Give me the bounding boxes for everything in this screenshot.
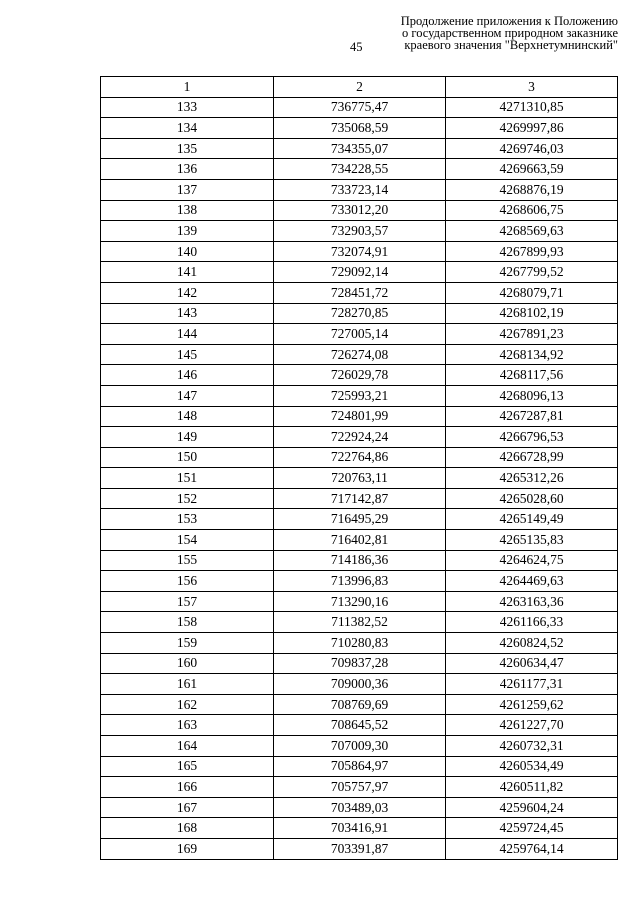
x-coordinate-cell: 705864,97 <box>274 756 446 777</box>
point-number-cell: 166 <box>101 777 274 798</box>
point-number-cell: 150 <box>101 447 274 468</box>
y-coordinate-cell: 4263163,36 <box>446 591 618 612</box>
y-coordinate-cell: 4269746,03 <box>446 138 618 159</box>
y-coordinate-cell: 4267287,81 <box>446 406 618 427</box>
table-row <box>101 221 618 242</box>
x-coordinate-cell: 736775,47 <box>274 97 446 118</box>
table-row <box>101 550 618 571</box>
x-coordinate-cell: 722764,86 <box>274 447 446 468</box>
point-number-cell: 152 <box>101 488 274 509</box>
y-coordinate-cell: 4266796,53 <box>446 427 618 448</box>
y-coordinate-cell: 4260534,49 <box>446 756 618 777</box>
x-coordinate-cell: 709837,28 <box>274 653 446 674</box>
x-coordinate-cell: 732903,57 <box>274 221 446 242</box>
table-row <box>101 97 618 118</box>
y-coordinate-cell: 4260634,47 <box>446 653 618 674</box>
point-number-cell: 148 <box>101 406 274 427</box>
table-row <box>101 818 618 839</box>
table-row <box>101 838 618 859</box>
table-row <box>101 468 618 489</box>
table-row <box>101 303 618 324</box>
y-coordinate-cell: 4261259,62 <box>446 694 618 715</box>
y-coordinate-cell: 4268102,19 <box>446 303 618 324</box>
point-number-cell: 134 <box>101 118 274 139</box>
table-row <box>101 385 618 406</box>
y-coordinate-cell: 4269663,59 <box>446 159 618 180</box>
y-coordinate-cell: 4268876,19 <box>446 179 618 200</box>
table-row <box>101 200 618 221</box>
y-coordinate-cell: 4265028,60 <box>446 488 618 509</box>
point-number-cell: 133 <box>101 97 274 118</box>
point-number-cell: 151 <box>101 468 274 489</box>
header-line-2: о государственном природном заказнике <box>402 26 618 40</box>
point-number-cell: 142 <box>101 282 274 303</box>
table-row <box>101 179 618 200</box>
y-coordinate-cell: 4267799,52 <box>446 262 618 283</box>
point-number-cell: 168 <box>101 818 274 839</box>
y-coordinate-cell: 4268606,75 <box>446 200 618 221</box>
y-coordinate-cell: 4266728,99 <box>446 447 618 468</box>
y-coordinate-cell: 4268134,92 <box>446 344 618 365</box>
table-row <box>101 797 618 818</box>
x-coordinate-cell: 710280,83 <box>274 633 446 654</box>
table-row <box>101 262 618 283</box>
table-row <box>101 365 618 386</box>
point-number-cell: 154 <box>101 530 274 551</box>
x-coordinate-cell: 714186,36 <box>274 550 446 571</box>
point-number-cell: 139 <box>101 221 274 242</box>
point-number-cell: 149 <box>101 427 274 448</box>
x-coordinate-cell: 733723,14 <box>274 179 446 200</box>
x-coordinate-cell: 713996,83 <box>274 571 446 592</box>
y-coordinate-cell: 4264469,63 <box>446 571 618 592</box>
x-coordinate-cell: 732074,91 <box>274 241 446 262</box>
page-number: 45 <box>350 40 363 54</box>
point-number-cell: 147 <box>101 385 274 406</box>
table-row <box>101 715 618 736</box>
point-number-cell: 165 <box>101 756 274 777</box>
x-coordinate-cell: 713290,16 <box>274 591 446 612</box>
table-row <box>101 756 618 777</box>
x-coordinate-cell: 708645,52 <box>274 715 446 736</box>
table-row <box>101 674 618 695</box>
point-number-cell: 161 <box>101 674 274 695</box>
table-row <box>101 138 618 159</box>
x-coordinate-cell: 716402,81 <box>274 530 446 551</box>
point-number-cell: 145 <box>101 344 274 365</box>
point-number-cell: 136 <box>101 159 274 180</box>
table-row <box>101 427 618 448</box>
point-number-cell: 164 <box>101 736 274 757</box>
x-coordinate-cell: 703416,91 <box>274 818 446 839</box>
x-coordinate-cell: 734228,55 <box>274 159 446 180</box>
table-row <box>101 241 618 262</box>
y-coordinate-cell: 4261166,33 <box>446 612 618 633</box>
y-coordinate-cell: 4259764,14 <box>446 838 618 859</box>
y-coordinate-cell: 4268117,56 <box>446 365 618 386</box>
header-line-1: Продолжение приложения к Положению <box>400 14 618 28</box>
point-number-cell: 169 <box>101 838 274 859</box>
y-coordinate-cell: 4261227,70 <box>446 715 618 736</box>
y-coordinate-cell: 4264624,75 <box>446 550 618 571</box>
y-coordinate-cell: 4265149,49 <box>446 509 618 530</box>
x-coordinate-cell: 735068,59 <box>274 118 446 139</box>
x-coordinate-cell: 711382,52 <box>274 612 446 633</box>
x-coordinate-cell: 720763,11 <box>274 468 446 489</box>
table-row <box>101 118 618 139</box>
table-row <box>101 571 618 592</box>
table-row <box>101 406 618 427</box>
x-coordinate-cell: 703489,03 <box>274 797 446 818</box>
point-number-cell: 146 <box>101 365 274 386</box>
table-row <box>101 736 618 757</box>
table-row <box>101 777 618 798</box>
header-line-3: краевого значения "Верхнетумнинский" <box>404 38 618 52</box>
table-row <box>101 324 618 345</box>
y-coordinate-cell: 4261177,31 <box>446 674 618 695</box>
y-coordinate-cell: 4269997,86 <box>446 118 618 139</box>
x-coordinate-cell: 726274,08 <box>274 344 446 365</box>
y-coordinate-cell: 4265312,26 <box>446 468 618 489</box>
table-row <box>101 591 618 612</box>
point-number-cell: 163 <box>101 715 274 736</box>
x-coordinate-cell: 728451,72 <box>274 282 446 303</box>
document-header <box>378 15 618 51</box>
point-number-cell: 167 <box>101 797 274 818</box>
y-coordinate-cell: 4260824,52 <box>446 633 618 654</box>
x-coordinate-cell: 709000,36 <box>274 674 446 695</box>
point-number-cell: 157 <box>101 591 274 612</box>
point-number-cell: 156 <box>101 571 274 592</box>
x-coordinate-cell: 729092,14 <box>274 262 446 283</box>
y-coordinate-cell: 4265135,83 <box>446 530 618 551</box>
point-number-cell: 141 <box>101 262 274 283</box>
y-coordinate-cell: 4260732,31 <box>446 736 618 757</box>
y-coordinate-cell: 4267891,23 <box>446 324 618 345</box>
column-header: 3 <box>446 77 618 98</box>
table-row <box>101 694 618 715</box>
y-coordinate-cell: 4268569,63 <box>446 221 618 242</box>
y-coordinate-cell: 4259724,45 <box>446 818 618 839</box>
table-row <box>101 530 618 551</box>
column-header: 1 <box>101 77 274 98</box>
x-coordinate-cell: 727005,14 <box>274 324 446 345</box>
y-coordinate-cell: 4268079,71 <box>446 282 618 303</box>
point-number-cell: 138 <box>101 200 274 221</box>
x-coordinate-cell: 703391,87 <box>274 838 446 859</box>
point-number-cell: 159 <box>101 633 274 654</box>
x-coordinate-cell: 726029,78 <box>274 365 446 386</box>
table-row <box>101 488 618 509</box>
x-coordinate-cell: 708769,69 <box>274 694 446 715</box>
x-coordinate-cell: 725993,21 <box>274 385 446 406</box>
point-number-cell: 158 <box>101 612 274 633</box>
coordinates-table <box>100 76 618 860</box>
table-row <box>101 612 618 633</box>
y-coordinate-cell: 4267899,93 <box>446 241 618 262</box>
x-coordinate-cell: 724801,99 <box>274 406 446 427</box>
table-row <box>101 509 618 530</box>
table-row <box>101 159 618 180</box>
x-coordinate-cell: 728270,85 <box>274 303 446 324</box>
point-number-cell: 162 <box>101 694 274 715</box>
table-row <box>101 447 618 468</box>
x-coordinate-cell: 716495,29 <box>274 509 446 530</box>
y-coordinate-cell: 4268096,13 <box>446 385 618 406</box>
point-number-cell: 135 <box>101 138 274 159</box>
x-coordinate-cell: 734355,07 <box>274 138 446 159</box>
x-coordinate-cell: 717142,87 <box>274 488 446 509</box>
table-header-row <box>101 77 618 98</box>
point-number-cell: 160 <box>101 653 274 674</box>
point-number-cell: 153 <box>101 509 274 530</box>
x-coordinate-cell: 705757,97 <box>274 777 446 798</box>
point-number-cell: 155 <box>101 550 274 571</box>
table-row <box>101 282 618 303</box>
table-row <box>101 653 618 674</box>
point-number-cell: 143 <box>101 303 274 324</box>
table-row <box>101 344 618 365</box>
point-number-cell: 140 <box>101 241 274 262</box>
x-coordinate-cell: 707009,30 <box>274 736 446 757</box>
point-number-cell: 137 <box>101 179 274 200</box>
y-coordinate-cell: 4259604,24 <box>446 797 618 818</box>
column-header: 2 <box>274 77 446 98</box>
y-coordinate-cell: 4271310,85 <box>446 97 618 118</box>
table-row <box>101 633 618 654</box>
y-coordinate-cell: 4260511,82 <box>446 777 618 798</box>
x-coordinate-cell: 733012,20 <box>274 200 446 221</box>
x-coordinate-cell: 722924,24 <box>274 427 446 448</box>
point-number-cell: 144 <box>101 324 274 345</box>
